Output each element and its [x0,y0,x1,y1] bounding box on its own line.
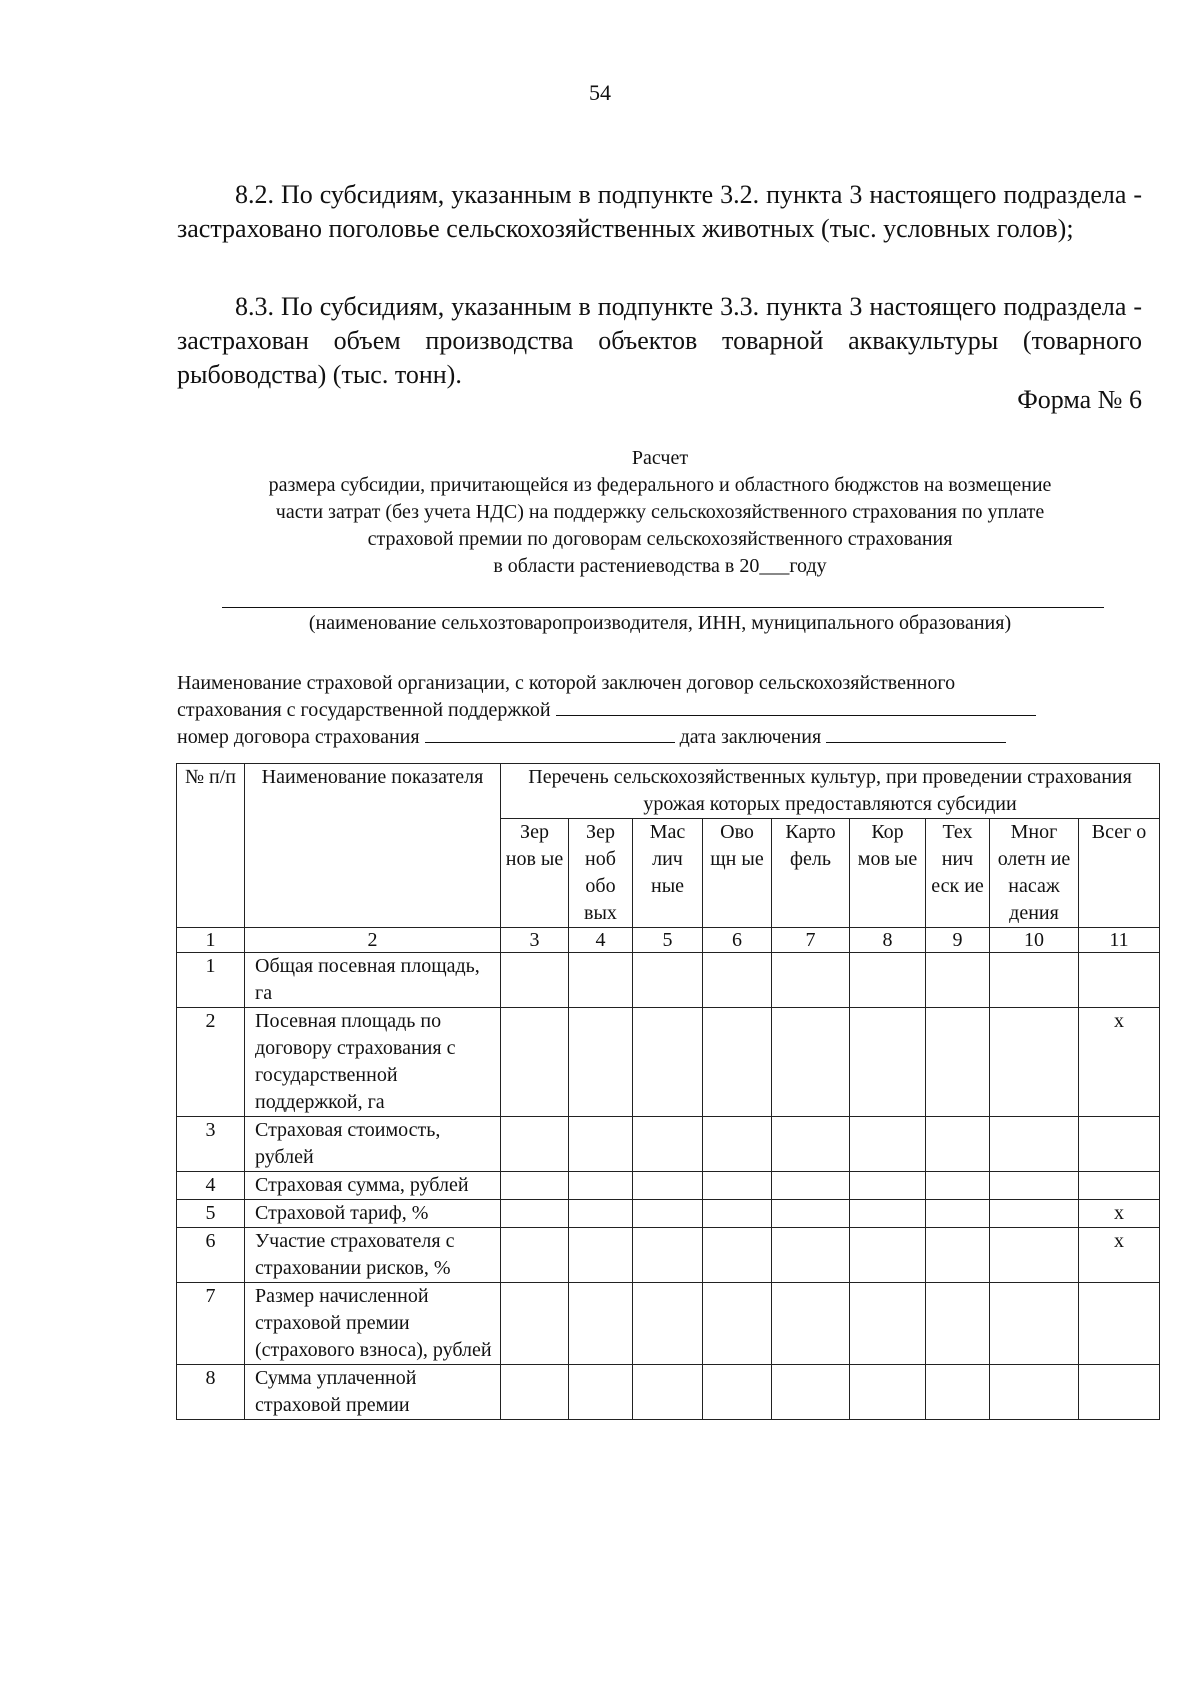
table-cell [703,1365,772,1420]
table-cell [633,953,703,1008]
table-cell [990,953,1079,1008]
table-cell [703,1172,772,1200]
table-row [177,1228,1160,1283]
table-cell [501,953,569,1008]
date-label: дата заключения [679,726,822,748]
table-cell [772,953,850,1008]
row-total: х [1079,1008,1160,1117]
row-total [1079,1283,1160,1365]
table-cell [501,1117,569,1172]
crop-header: Зер ноб обо вых [569,819,633,928]
paragraph-text: 8.2. По субсидиям, указанным в подпункте 3.2. пункта 3 настоящего подраздела - застраховано поголовье сельскохозяйственных животных (тыс. условных голов); [177,180,1142,243]
crop-header: Карто фель [772,819,850,928]
table-cell [633,1283,703,1365]
table-cell [703,1283,772,1365]
table-row [177,1283,1160,1365]
title-line: страховой премии по договорам сельскохозяйственного страхования [367,528,953,550]
table-header-row [177,764,1160,819]
row-num: 8 [177,1365,245,1420]
row-total [1079,1365,1160,1420]
table-cell [633,1365,703,1420]
column-number: 7 [772,928,850,953]
contract-line [177,724,1036,751]
table-cell [772,1008,850,1117]
column-number: 2 [245,928,501,953]
title-line: части затрат (без учета НДС) на поддержку сельскохозяйственного страхования по уплате [275,501,1045,523]
column-number: 8 [850,928,926,953]
table-cell [850,1008,926,1117]
row-total [1079,953,1160,1008]
table-cell [850,953,926,1008]
producer-caption: (наименование сельхозтоваропроизводителя, ИНН, муниципального образования) [308,612,1012,634]
table-cell [990,1200,1079,1228]
insurer-line-2 [177,697,1036,724]
table-cell [633,1200,703,1228]
row-num: 6 [177,1228,245,1283]
table-cell [926,953,990,1008]
row-total: х [1079,1200,1160,1228]
paragraph-8-2 [177,178,1142,246]
crop-header: Мног олетн ие насаж дения [990,819,1079,928]
row-name: Страховой тариф, % [245,1200,501,1228]
column-number: 6 [703,928,772,953]
row-name: Размер начисленной страховой премии (страхового взноса), рублей [245,1283,501,1365]
table-cell [990,1117,1079,1172]
table-cell [850,1117,926,1172]
table-row [177,1008,1160,1117]
insurer-line: Наименование страховой организации, с которой заключен договор сельскохозяйственного [177,672,956,694]
column-number-row [177,928,1160,953]
table-cell [990,1228,1079,1283]
date-blank [826,724,1006,743]
title-line: в области растениеводства в 20___году [493,555,827,577]
paragraph-8-3 [177,290,1142,392]
row-name: Страховая стоимость, рублей [245,1117,501,1172]
table-cell [633,1008,703,1117]
row-num: 4 [177,1172,245,1200]
column-number: 11 [1079,928,1160,953]
crop-header: Мас лич ные [633,819,703,928]
table-cell [633,1172,703,1200]
table-cell [501,1283,569,1365]
title-line: Расчет [631,447,689,469]
table-cell [850,1283,926,1365]
row-num: 1 [177,953,245,1008]
table-cell [926,1228,990,1283]
header-name: Наименование показателя [245,764,501,928]
crop-header: Кор мов ые [850,819,926,928]
table-cell [501,1365,569,1420]
table-row [177,1200,1160,1228]
column-number: 1 [177,928,245,953]
table-cell [926,1117,990,1172]
table-cell [633,1117,703,1172]
table-cell [569,1117,633,1172]
table-cell [772,1172,850,1200]
paragraph-text: 8.3. По субсидиям, указанным в подпункте 3.3. пункта 3 настоящего подраздела - застрахован объем производства объектов товарной аквакультуры (товарного рыбоводства) (тыс. тонн). [177,292,1142,389]
row-total: х [1079,1228,1160,1283]
table-cell [850,1228,926,1283]
title-line: размера субсидии, причитающейся из федерального и областного бюджстов на возмещение [268,474,1052,496]
calculation-title [170,445,1150,580]
table-cell [569,1200,633,1228]
table-cell [772,1283,850,1365]
table-cell [569,1283,633,1365]
table-cell [990,1172,1079,1200]
table-row [177,1117,1160,1172]
insurer-blank [556,697,1036,716]
row-num: 3 [177,1117,245,1172]
crop-header: Ово щн ые [703,819,772,928]
table-cell [501,1200,569,1228]
calculation-table [176,763,1160,1420]
table-cell [772,1117,850,1172]
table-cell [772,1228,850,1283]
table-cell [926,1365,990,1420]
column-number: 9 [926,928,990,953]
row-num: 7 [177,1283,245,1365]
table-cell [703,1228,772,1283]
table-cell [703,1008,772,1117]
column-number: 4 [569,928,633,953]
producer-blank-line [222,607,1104,608]
table-cell [926,1283,990,1365]
table-cell [990,1283,1079,1365]
column-number: 3 [501,928,569,953]
row-num: 2 [177,1008,245,1117]
table-cell [569,1228,633,1283]
row-name: Общая посевная площадь, га [245,953,501,1008]
column-number: 10 [990,928,1079,953]
table-cell [501,1172,569,1200]
row-num: 5 [177,1200,245,1228]
page-number: 54 [589,80,611,105]
crop-header: Тех нич еск ие [926,819,990,928]
column-number: 5 [633,928,703,953]
table-cell [569,1172,633,1200]
table-cell [501,1008,569,1117]
crop-header: Всег о [1079,819,1160,928]
table-row [177,1172,1160,1200]
table-cell [990,1365,1079,1420]
table-cell [703,953,772,1008]
table-cell [926,1172,990,1200]
crop-header: Зер нов ые [501,819,569,928]
table-cell [703,1117,772,1172]
header-crops-group: Перечень сельскохозяйственных культур, при проведении страхования урожая которых предоставляются субсидии [501,764,1160,819]
table-cell [703,1200,772,1228]
row-name: Участие страхователя с страховании рисков, % [245,1228,501,1283]
insurer-block [177,670,1036,751]
row-name: Посевная площадь по договору страхования с государственной поддержкой, га [245,1008,501,1117]
table-cell [569,953,633,1008]
table-cell [501,1228,569,1283]
header-num: № п/п [177,764,245,928]
row-total [1079,1117,1160,1172]
table-cell [850,1200,926,1228]
contract-number-blank [425,724,675,743]
table-cell [569,1365,633,1420]
table-cell [772,1200,850,1228]
table-cell [926,1200,990,1228]
table-cell [850,1172,926,1200]
table-cell [772,1365,850,1420]
table-cell [633,1228,703,1283]
insurer-label: страхования с государственной поддержкой [177,699,551,721]
table-cell [569,1008,633,1117]
table-row [177,953,1160,1008]
table-cell [990,1008,1079,1117]
contract-number-label: номер договора страхования [177,726,420,748]
table-cell [926,1008,990,1117]
table-cell [850,1365,926,1420]
form-label: Форма № 6 [1017,385,1142,414]
table-row [177,1365,1160,1420]
row-name: Сумма уплаченной страховой премии [245,1365,501,1420]
row-total [1079,1172,1160,1200]
row-name: Страховая сумма, рублей [245,1172,501,1200]
